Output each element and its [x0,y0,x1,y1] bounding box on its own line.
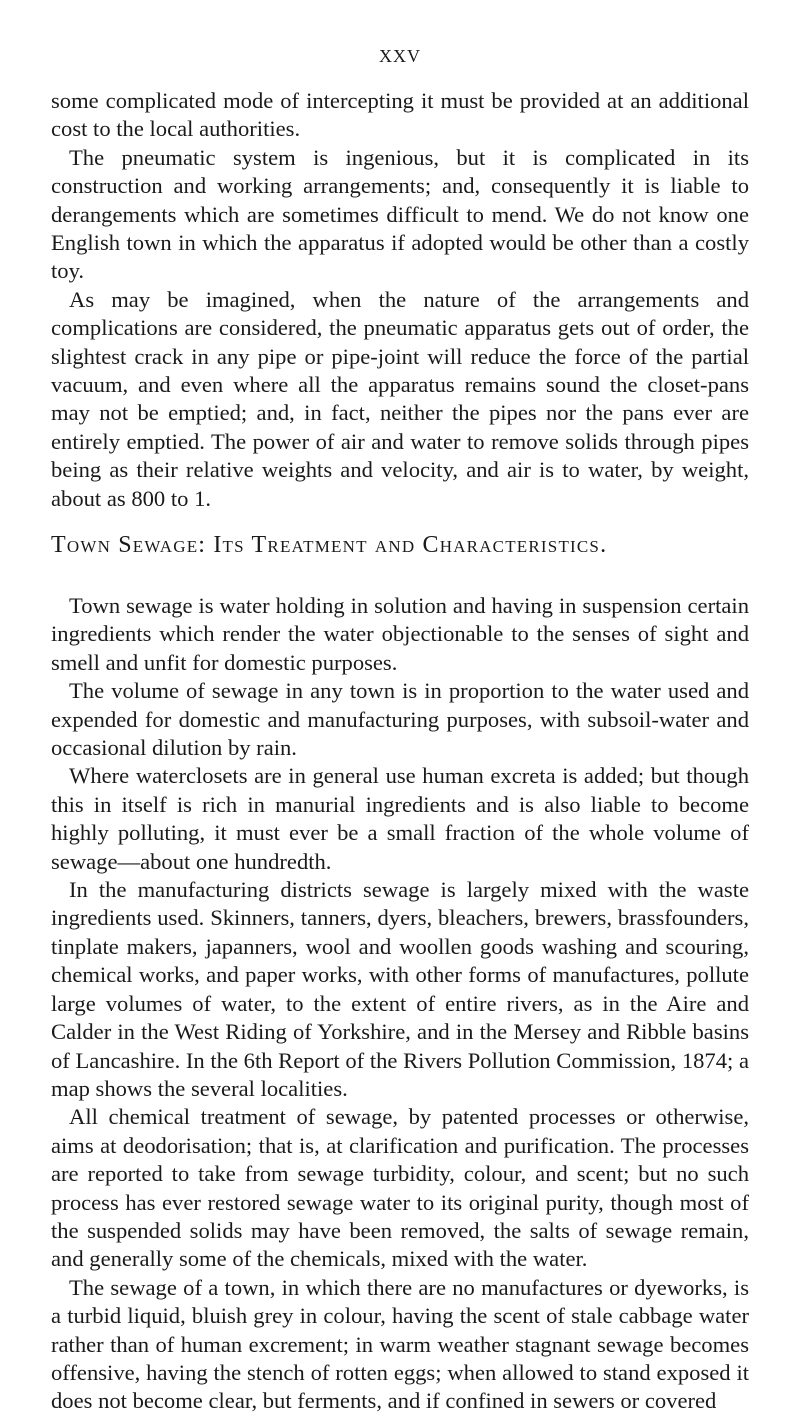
text-block-town-sewage [51,592,749,1416]
paragraph: As may be imagined, when the nature of the arrangements and complications are considered, the pneumatic apparatus gets out of order, the slightest crack in any pipe or pipe-joint will reduce the force of the partial vacuum, and even where all the apparatus remains sound the closet-pans may not be emptied; and, in fact, neither the pipes nor the pans ever are entirely emptied. The power of air and water to remove solids through pipes being as their relative weights and velocity, and air is to water, by weight, about as 800 to 1. [51,286,749,511]
paragraph: The sewage of a town, in which there are no manufactures or dyeworks, is a turbid liquid, bluish grey in colour, having the scent of stale cabbage water rather than of human excrement; in warm weather stagnant sewage becomes offensive, having the stench of rotten eggs; when allowed to stand exposed it does not become clear, but ferments, and if confined in sewers or covered [51,1274,749,1414]
page-number: XXV [379,46,421,66]
paragraph: All chemical treatment of sewage, by patented processes or otherwise, aims at deodorisation; that is, at clarification and purification. The processes are reported to take from sewage turbidity, colour, and scent; but no such process has ever restored sewage water to its original purity, though most of the suspended solids may have been removed, the salts of sewage remain, and generally some of the chemicals, mixed with the water. [51,1104,749,1272]
paragraph: The pneumatic system is ingenious, but it is complicated in its construction and working arrangements; and, consequently it is liable to derangements which are sometimes difficult to mend. We do not know one English town in which the apparatus if adopted would be other than a costly toy. [51,144,749,284]
paragraph: Where waterclosets are in general use human excreta is added; but though this in itself is rich in manurial ingredients and is also liable to become highly polluting, it must ever be a small fraction of the whole volume of sewage—about one hundredth. [51,763,749,874]
paragraph: some complicated mode of intercepting it must be provided at an additional cost to the local authorities. [51,88,749,142]
paragraph: Town sewage is water holding in solution and having in suspension certain ingredients which render the water objectionable to the senses of sight and smell and unfit for domestic purposes. [51,593,749,675]
paragraph: In the manufacturing districts sewage is largely mixed with the waste ingredients used. Skinners, tanners, dyers, bleachers, brewers, brassfounders, tinplate makers, japanners, wool and woollen goods washing and scouring, chemical works, and paper works, with other forms of manufactures, pollute large volumes of water, to the extent of entire rivers, as in the Aire and Calder in the West Riding of Yorkshire, and in the Mersey and Ribble basins of Lancashire. In the 6th Report of the Rivers Pollution Commission, 1874; a map shows the several localities. [51,877,749,1101]
text-block-intro [51,87,749,513]
paragraph: The volume of sewage in any town is in proportion to the water used and expended for domestic and manufacturing purposes, with subsoil-water and occasional dilution by rain. [51,678,749,761]
section-heading: Town Sewage: Its Treatment and Characteristics. [51,532,608,558]
